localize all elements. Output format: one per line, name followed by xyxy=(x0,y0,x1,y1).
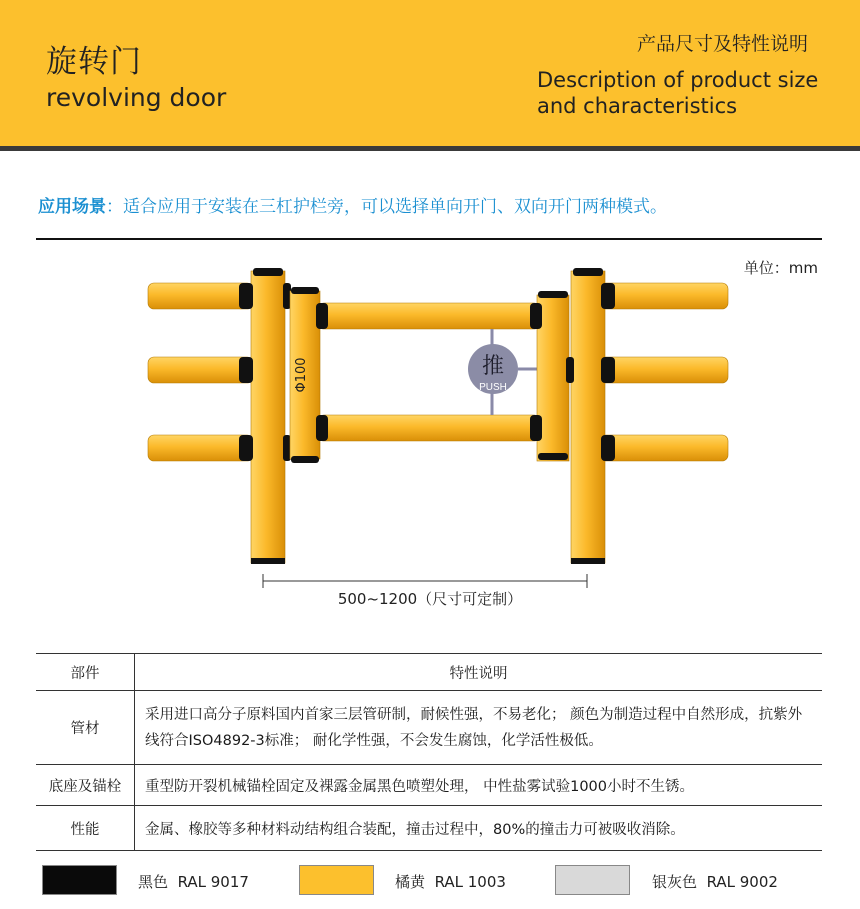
header-divider xyxy=(0,146,860,151)
description-en: Description of product size and characteristics xyxy=(537,68,819,118)
push-sign xyxy=(468,329,538,415)
desc-cell: 采用进口高分子原料国内首家三层管研制，耐候性强，不易老化； 颜色为制造过程中自然形成，抗紫外线符合ISO4892-3标准； 耐化学性强，不会发生腐蚀，化学活性极低。 xyxy=(135,691,823,765)
header-banner xyxy=(0,0,860,146)
swatch-orange xyxy=(299,865,374,895)
swatch-black-label: 黑色 RAL 9017 xyxy=(138,873,249,891)
left-rails xyxy=(148,283,253,461)
right-post xyxy=(566,268,615,564)
dimension-line xyxy=(263,574,587,588)
width-dimension: 500~1200（尺寸可定制） xyxy=(337,590,523,608)
latch-post xyxy=(530,291,569,461)
swatch-orange-label: 橘黄 RAL 1003 xyxy=(395,873,506,891)
title-en: revolving door xyxy=(46,83,227,112)
push-cn: 推 xyxy=(481,354,505,379)
color-swatches xyxy=(0,865,860,897)
application-scene xyxy=(38,192,667,217)
title-cn: 旋转门 xyxy=(46,44,142,80)
part-cell: 管材 xyxy=(36,691,135,765)
right-rails xyxy=(600,283,728,461)
scene-label: 应用场景 xyxy=(38,197,106,217)
header-desc: 特性说明 xyxy=(135,654,823,691)
left-post xyxy=(239,268,291,564)
spec-table xyxy=(36,653,822,851)
table-row xyxy=(36,765,822,806)
diameter-label: Φ100 xyxy=(294,357,309,393)
swatch-silver xyxy=(555,865,630,895)
scene-text: ：适合应用于安装在三杠护栏旁，可以选择单向开门、双向开门两种模式。 xyxy=(106,197,667,217)
part-cell: 底座及锚栓 xyxy=(36,765,135,806)
header-part: 部件 xyxy=(36,654,135,691)
description-cn: 产品尺寸及特性说明 xyxy=(636,33,808,55)
swatch-silver-label: 银灰色 RAL 9002 xyxy=(652,873,778,891)
desc-cell: 重型防开裂机械锚栓固定及裸露金属黑色喷塑处理， 中性盐雾试验1000小时不生锈。 xyxy=(135,765,823,806)
table-header-row xyxy=(36,654,822,691)
swatch-black xyxy=(42,865,117,895)
section-rule xyxy=(36,238,822,240)
part-cell: 性能 xyxy=(36,806,135,851)
table-row xyxy=(36,691,822,765)
door-drawing xyxy=(0,245,860,595)
table-row xyxy=(36,806,822,851)
desc-cell: 金属、橡胶等多种材料动结构组合装配，撞击过程中，80%的撞击力可被吸收消除。 xyxy=(135,806,823,851)
hinge-post xyxy=(290,287,328,463)
push-en: PUSH xyxy=(479,382,507,393)
unit-label: 单位：mm xyxy=(743,259,818,277)
